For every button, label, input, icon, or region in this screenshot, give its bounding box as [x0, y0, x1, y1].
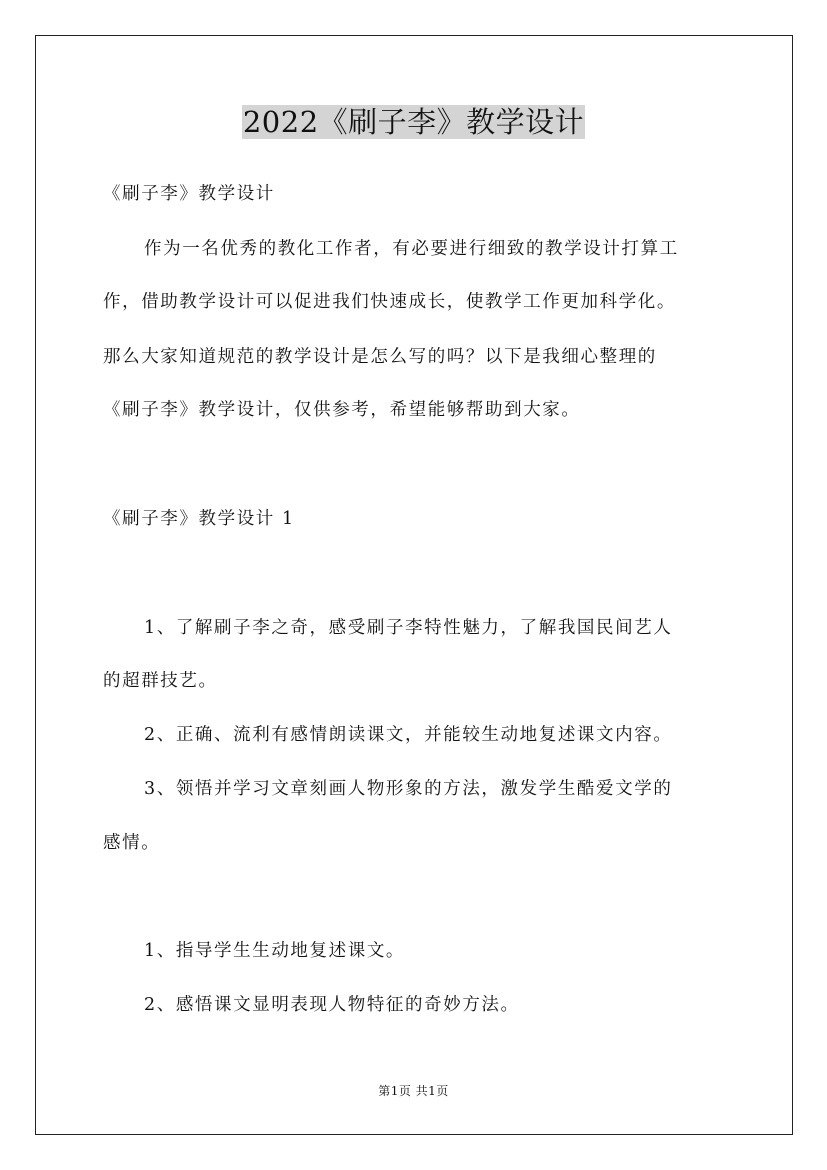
goal-line-5: 感情。: [103, 833, 161, 853]
page-footer: 第1页 共1页: [378, 1084, 449, 1098]
key-point-1: 1、指导学生生动地复述课文。: [144, 941, 406, 961]
section-heading: 《刷子李》教学设计 1: [103, 509, 295, 529]
key-point-2: 2、感悟课文显明表现人物特征的奇妙方法。: [144, 995, 520, 1015]
intro-line-1: 作为一名优秀的教化工作者，有必要进行细致的教学设计打算工: [144, 239, 679, 259]
intro-line-2: 作，借助教学设计可以促进我们快速成长，使教学工作更加科学化。: [103, 292, 676, 312]
document-title: [0, 102, 827, 142]
intro-line-3: 那么大家知道规范的教学设计是怎么写的吗？以下是我细心整理的: [103, 347, 657, 367]
goal-line-4: 3、领悟并学习文章刻画人物形象的方法，激发学生酷爱文学的: [144, 779, 673, 799]
goal-line-3: 2、正确、流利有感情朗读课文，并能较生动地复述课文内容。: [144, 725, 673, 745]
goal-line-1: 1、了解刷子李之奇，感受刷子李特性魅力，了解我国民间艺人: [144, 618, 673, 638]
subtitle: 《刷子李》教学设计: [103, 184, 275, 204]
goal-line-2: 的超群技艺。: [103, 671, 218, 691]
document-title-text: 2022《刷子李》教学设计: [242, 105, 585, 139]
intro-line-4: 《刷子李》教学设计，仅供参考，希望能够帮助到大家。: [103, 400, 581, 420]
